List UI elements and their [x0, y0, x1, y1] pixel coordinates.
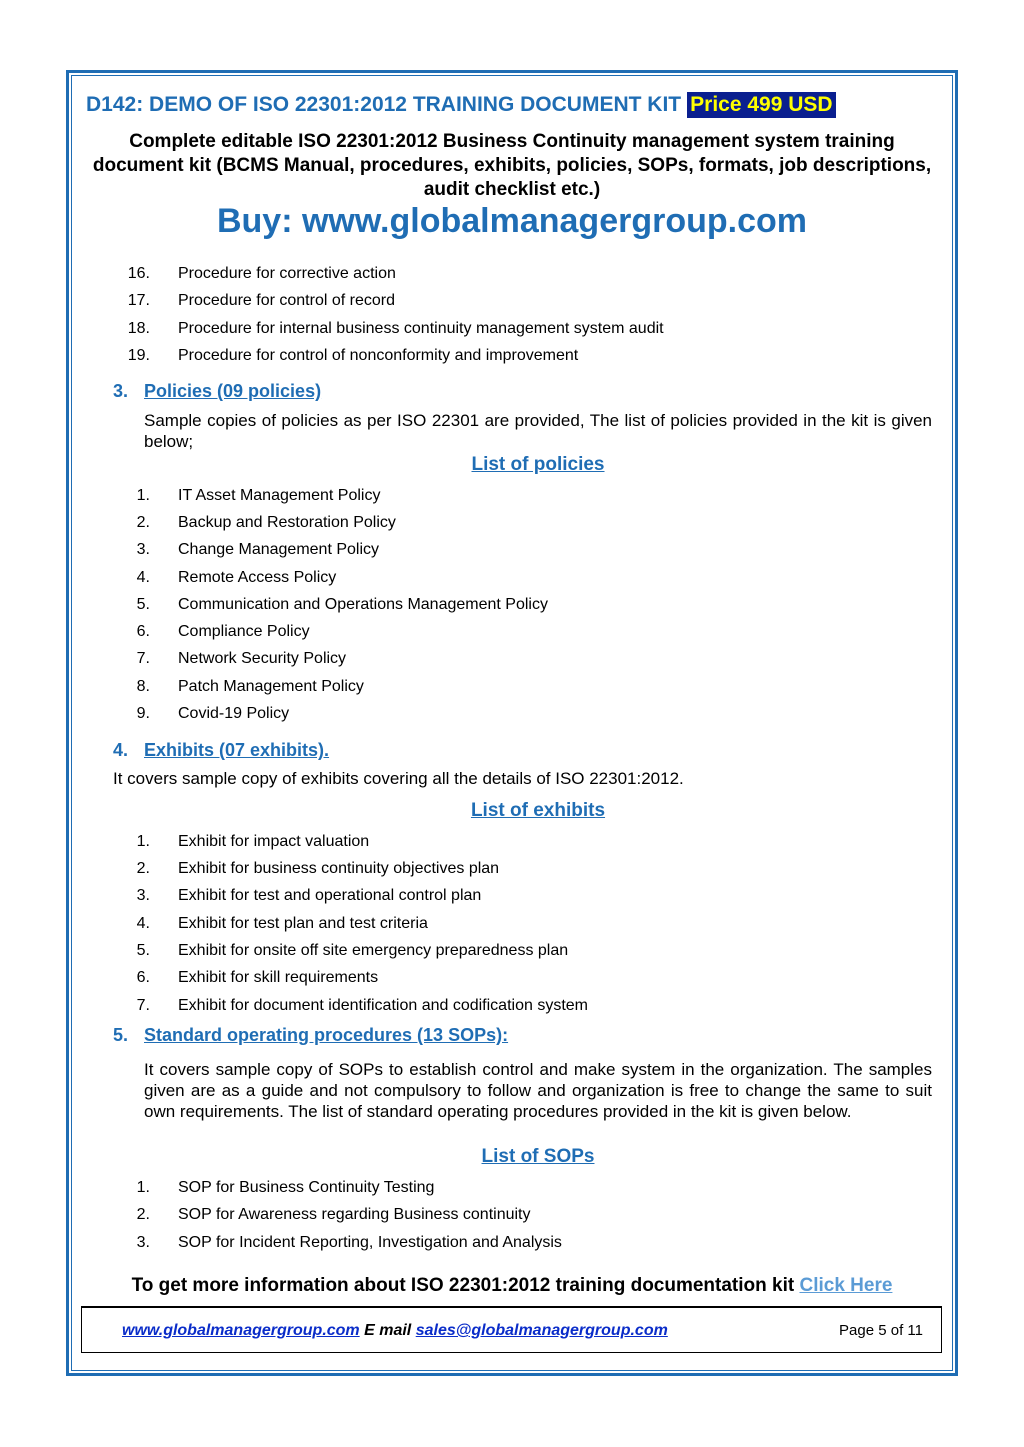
buy-link[interactable]: Buy: www.globalmanagergroup.com	[216, 202, 808, 240]
section-sops-heading[interactable]: 5. Standard operating procedures (13 SOPs):	[113, 1025, 509, 1045]
section-title[interactable]: Policies (09 policies)	[144, 381, 322, 401]
policies-list-title[interactable]: List of policies	[471, 454, 605, 475]
page-number: Page 5 of 11	[839, 1322, 923, 1339]
exhibits-list-title[interactable]: List of exhibits	[470, 800, 606, 821]
document-title	[86, 92, 938, 118]
email-link[interactable]: sales@globalmanagergroup.com	[415, 1322, 668, 1339]
email-label: E mail	[364, 1322, 412, 1339]
sops-list-title[interactable]: List of SOPs	[481, 1146, 595, 1167]
footer-bar	[81, 1306, 942, 1353]
sops-description: It covers sample copy of SOPs to establish control and make system in the organization. The samples given are as a guide and not compulsory to follow and organization is free to change the same to suit own requirements. The list of standard operating procedures provided in the kit is given below.	[144, 1060, 932, 1121]
section-policies-heading[interactable]: 3. Policies (09 policies)	[113, 381, 322, 401]
section-title[interactable]: Exhibits (07 exhibits).	[144, 740, 330, 760]
footer-cta	[86, 1275, 938, 1297]
section-title[interactable]: Standard operating procedures (13 SOPs):	[144, 1025, 509, 1045]
section-exhibits-heading[interactable]: 4. Exhibits (07 exhibits).	[113, 740, 330, 760]
click-here-link[interactable]: Click Here	[799, 1275, 893, 1296]
cta-text: To get more information about ISO 22301:2012 training documentation kit	[131, 1275, 795, 1296]
website-link[interactable]: www.globalmanagergroup.com	[122, 1322, 360, 1339]
title-text: D142: DEMO OF ISO 22301:2012 TRAINING DOCUMENT KIT	[86, 93, 682, 116]
footer-contacts	[122, 1322, 668, 1340]
document-subtitle: Complete editable ISO 22301:2012 Business Continuity management system training document kit (BCMS Manual, procedures, exhibits, policies, SOPs, formats, job descriptions, audit checklist etc.)	[92, 131, 932, 200]
exhibits-description: It covers sample copy of exhibits covering all the details of ISO 22301:2012.	[113, 769, 684, 788]
policies-description: Sample copies of policies as per ISO 22301 are provided, The list of policies provided in the kit is given below;	[144, 411, 932, 451]
price-badge: Price 499 USD	[687, 92, 835, 118]
